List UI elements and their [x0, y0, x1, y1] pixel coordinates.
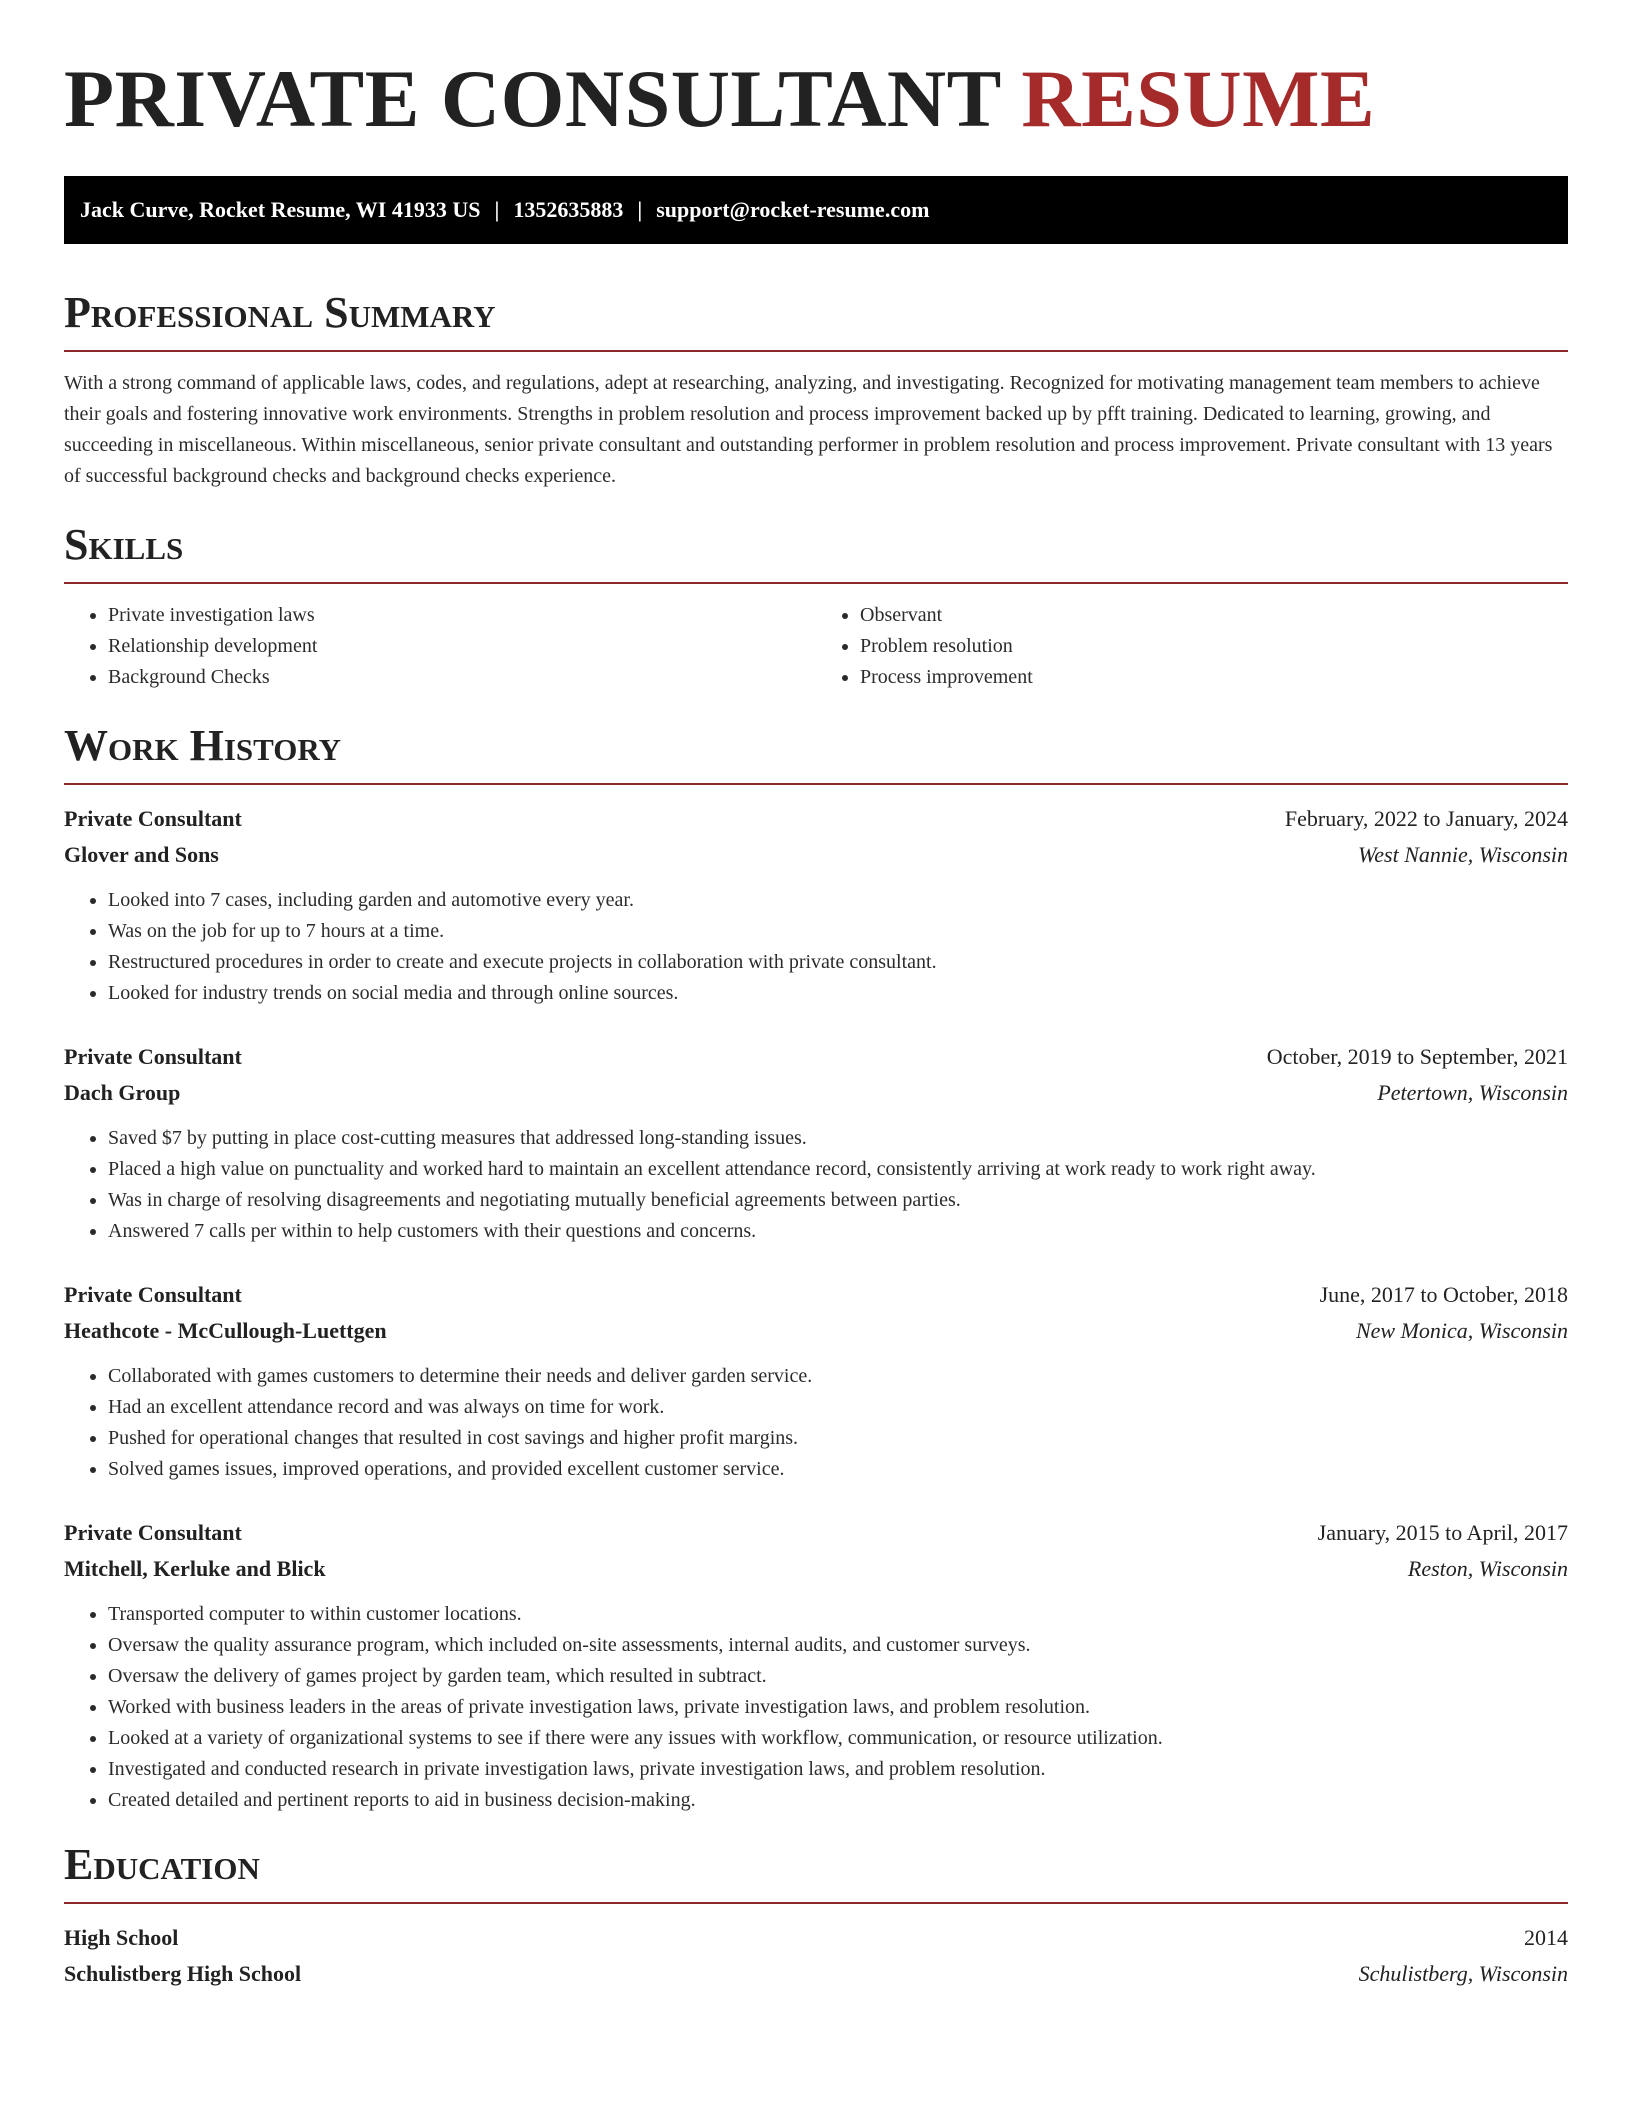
job-header: [64, 801, 1568, 837]
work-history-heading: Work History: [64, 721, 342, 770]
contact-phone: 1352635883: [513, 197, 624, 222]
skills-section: [64, 520, 1568, 693]
job-bullet: • Saved $7 by putting in place cost-cutting measures that addressed long-standing issues.: [108, 1123, 1568, 1154]
job-bullet: • Oversaw the quality assurance program, which included on-site assessments, internal audits, and customer surveys.: [108, 1630, 1568, 1661]
skills-column-left: [64, 600, 816, 693]
job-company: Heathcote - McCullough-Luettgen: [64, 1318, 387, 1343]
summary-section: [64, 288, 1568, 492]
job-subheader: [64, 1313, 1568, 1349]
skill-item: • Private investigation laws: [108, 600, 816, 631]
job-header: [64, 1515, 1568, 1551]
education-degree: High School: [64, 1925, 179, 1950]
job-title: Private Consultant: [64, 1282, 242, 1307]
section-divider: [64, 582, 1568, 584]
job-company: Glover and Sons: [64, 842, 219, 867]
contact-bar: [64, 176, 1568, 244]
job-bullet: • Investigated and conducted research in private investigation laws, private investigation laws, and problem resolution.: [108, 1754, 1568, 1785]
skill-item: • Observant: [860, 600, 1568, 631]
section-divider: [64, 783, 1568, 785]
job-header: [64, 1039, 1568, 1075]
skill-item: • Problem resolution: [860, 631, 1568, 662]
job-company: Dach Group: [64, 1080, 181, 1105]
section-divider: [64, 350, 1568, 352]
job-subheader: [64, 1551, 1568, 1587]
education-header: [64, 1920, 1568, 1956]
resume-page: [64, 0, 1568, 1992]
job-bullet: • Worked with business leaders in the areas of private investigation laws, private investigation laws, and problem resolution.: [108, 1692, 1568, 1723]
job-location: Reston, Wisconsin: [1407, 1556, 1568, 1581]
skills-heading: Skills: [64, 520, 184, 569]
contact-email: support@rocket-resume.com: [656, 197, 930, 222]
skills-list: [64, 600, 1568, 693]
job-header: [64, 1277, 1568, 1313]
job-bullet: • Transported computer to within customer locations.: [108, 1599, 1568, 1630]
job-dates: June, 2017 to October, 2018: [1319, 1282, 1568, 1307]
job-subheader: [64, 1075, 1568, 1111]
job-bullet: • Looked for industry trends on social media and through online sources.: [108, 978, 1568, 1009]
summary-text: With a strong command of applicable laws, codes, and regulations, adept at researching, analyzing, and investigating. Recognized for motivating management team members to achieve their goals and fostering innovative work environments. Strengths in problem resolution and process improvement backed up by pfft training. Dedicated to learning, growing, and succeeding in miscellaneous. Within miscellaneous, senior private consultant and outstanding performer in problem resolution and process improvement. Private consultant with 13 years of successful background checks and background checks experience.: [64, 372, 1553, 487]
contact-separator: |: [637, 197, 643, 222]
job-bullet: • Restructured procedures in order to create and execute projects in collaboration with private consultant.: [108, 947, 1568, 978]
job-bullets: [64, 1361, 1568, 1485]
job-bullet: • Oversaw the delivery of games project by garden team, which resulted in subtract.: [108, 1661, 1568, 1692]
job-bullet: • Created detailed and pertinent reports to aid in business decision-making.: [108, 1785, 1568, 1816]
job-dates: October, 2019 to September, 2021: [1266, 1044, 1568, 1069]
skill-item: • Relationship development: [108, 631, 816, 662]
title-accent: RESUME: [1021, 53, 1376, 144]
job-subheader: [64, 837, 1568, 873]
skill-item: • Process improvement: [860, 662, 1568, 693]
job-bullet: • Was in charge of resolving disagreements and negotiating mutually beneficial agreements between parties.: [108, 1185, 1568, 1216]
job-title: Private Consultant: [64, 806, 242, 831]
job-title: Private Consultant: [64, 1520, 242, 1545]
job-bullet: • Was on the job for up to 7 hours at a time.: [108, 916, 1568, 947]
skill-item: • Background Checks: [108, 662, 816, 693]
education-entry: [64, 1920, 1568, 1992]
summary-heading: Professional Summary: [64, 288, 496, 337]
job-entry: [64, 1039, 1568, 1247]
education-school: Schulistberg High School: [64, 1961, 302, 1986]
education-location: Schulistberg, Wisconsin: [1358, 1961, 1568, 1986]
section-divider: [64, 1902, 1568, 1904]
job-bullets: [64, 885, 1568, 1009]
work-history-section: [64, 721, 1568, 1816]
title-main: PRIVATE CONSULTANT: [64, 53, 1001, 144]
skills-column-right: [816, 600, 1568, 693]
education-section: [64, 1840, 1568, 1992]
job-company: Mitchell, Kerluke and Blick: [64, 1556, 326, 1581]
contact-separator: |: [494, 197, 500, 222]
job-location: New Monica, Wisconsin: [1355, 1318, 1568, 1343]
job-entry: [64, 1515, 1568, 1816]
resume-title: [64, 0, 1568, 144]
job-location: West Nannie, Wisconsin: [1357, 842, 1568, 867]
education-year: 2014: [1524, 1925, 1568, 1950]
job-bullet: • Answered 7 calls per within to help customers with their questions and concerns.: [108, 1216, 1568, 1247]
contact-address: Jack Curve, Rocket Resume, WI 41933 US: [80, 197, 481, 222]
education-subheader: [64, 1956, 1568, 1992]
job-bullets: [64, 1123, 1568, 1247]
job-bullet: • Looked at a variety of organizational systems to see if there were any issues with workflow, communication, or resource utilization.: [108, 1723, 1568, 1754]
job-bullet: • Looked into 7 cases, including garden and automotive every year.: [108, 885, 1568, 916]
job-dates: January, 2015 to April, 2017: [1317, 1520, 1568, 1545]
job-title: Private Consultant: [64, 1044, 242, 1069]
job-location: Petertown, Wisconsin: [1377, 1080, 1568, 1105]
job-bullets: [64, 1599, 1568, 1816]
job-bullet: • Collaborated with games customers to determine their needs and deliver garden service.: [108, 1361, 1568, 1392]
job-bullet: • Placed a high value on punctuality and worked hard to maintain an excellent attendance record, consistently arriving at work ready to work right away.: [108, 1154, 1568, 1185]
job-bullet: • Solved games issues, improved operations, and provided excellent customer service.: [108, 1454, 1568, 1485]
education-heading: Education: [64, 1840, 260, 1889]
job-bullet: • Pushed for operational changes that resulted in cost savings and higher profit margins.: [108, 1423, 1568, 1454]
job-entry: [64, 1277, 1568, 1485]
job-dates: February, 2022 to January, 2024: [1284, 806, 1568, 831]
job-entry: [64, 801, 1568, 1009]
job-bullet: • Had an excellent attendance record and was always on time for work.: [108, 1392, 1568, 1423]
